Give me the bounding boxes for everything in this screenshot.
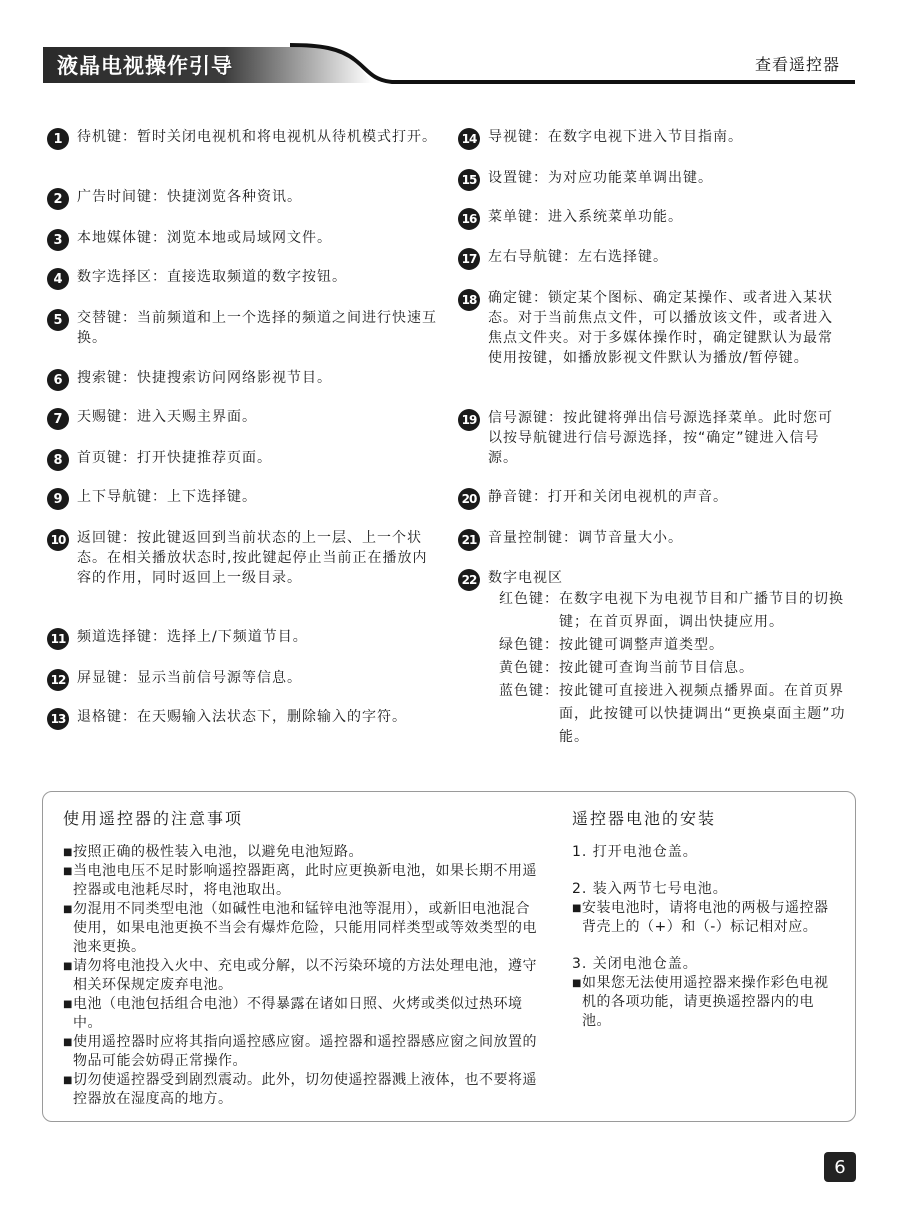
number-badge: 17 [458,248,480,270]
usage-notes [63,806,543,1109]
key-item [458,168,848,191]
battery-step-1: 1. 打开电池仓盖。 [572,844,698,860]
yellow-key-text: 按此键可查询当前节目信息。 [559,660,754,676]
key-description: 设置键：为对应功能菜单调出键。 [488,170,713,186]
battery-step-2-note: 安装电池时，请将电池的两极与遥控器背壳上的（+）和（-）标记相对应。 [582,900,829,935]
key-item [458,247,848,270]
blue-key-text: 按此键可直接进入视频点播界面。在首页界面，此按键可以快捷调出“更换桌面主题”功能。 [559,683,846,745]
number-badge: 13 [47,708,69,730]
list-item [63,862,543,900]
note-text: 切勿使遥控器受到剧烈震动。此外，切勿使遥控器溅上液体，也不要将遥控器放在湿度高的地方。 [73,1072,537,1107]
notes-panel [42,791,856,1122]
number-badge: 18 [458,289,480,311]
number-badge: 8 [47,449,69,471]
key-description: 上下导航键：上下选择键。 [77,489,257,505]
page-number: 6 [824,1152,856,1182]
key-description: 退格键：在天赐输入法状态下，删除输入的字符。 [77,709,407,725]
list-item [63,900,543,957]
red-key-label: 红色键： [499,591,559,607]
key-description: 频道选择键：选择上/下频道节目。 [77,629,308,645]
color-key-list [489,588,861,749]
green-key-label: 绿色键： [499,637,559,653]
key-item [458,207,848,230]
list-item [63,843,543,862]
bullet-icon: ■ [63,1037,73,1048]
number-badge: 1 [47,128,69,150]
key-description: 搜索键：快捷搜索访问网络影视节目。 [77,370,332,386]
bullet-icon: ■ [63,847,73,858]
key-item [458,288,846,368]
number-badge: 14 [458,128,480,150]
key-item [458,487,848,510]
key-item [47,368,437,391]
red-key-text: 在数字电视下为电视节目和广播节目的切换键；在首页界面，调出快捷应用。 [559,591,844,630]
note-text: 按照正确的极性装入电池，以避免电池短路。 [73,844,363,860]
battery-step-2: 2. 装入两节七号电池。 [572,881,728,897]
key-description: 返回键：按此键返回到当前状态的上一层、上一个状态。在相关播放状态时,按此键起停止当前正在播放内容的作用，同时返回上一级目录。 [77,530,428,586]
key-item [458,528,848,551]
bullet-icon: ■ [63,904,73,915]
key-description: 数字选择区：直接选取频道的数字按钮。 [77,269,347,285]
key-description: 天赐键：进入天赐主界面。 [77,409,257,425]
key-item [458,127,848,150]
number-badge: 6 [47,369,69,391]
key-item [47,127,437,150]
key-description: 本地媒体键：浏览本地或局域网文件。 [77,230,332,246]
number-badge: 12 [47,669,69,691]
key-description: 导视键：在数字电视下进入节目指南。 [488,129,743,145]
battery-step-3: 3. 关闭电池仓盖。 [572,956,698,972]
list-item [572,899,832,937]
number-badge: 22 [458,569,480,591]
bullet-icon: ■ [63,866,73,877]
red-key-row [489,588,861,634]
key-description: 左右导航键：左右选择键。 [488,249,668,265]
key-item [47,267,437,290]
note-text: 请勿将电池投入火中、充电或分解，以不污染环境的方法处理电池，遵守相关环保规定废弃电池。 [73,958,537,993]
key-description: 静音键：打开和关闭电视机的声音。 [488,489,728,505]
bullet-icon: ■ [63,1075,73,1086]
number-badge: 9 [47,488,69,510]
key-item [47,448,437,471]
note-text: 电池（电池包括组合电池）不得暴露在诸如日照、火烤或类似过热环境中。 [73,996,523,1031]
key-description: 数字电视区 [488,570,563,586]
number-badge: 5 [47,309,69,331]
blue-key-row [489,680,861,749]
key-description: 屏显键：显示当前信号源等信息。 [77,670,302,686]
note-text: 当电池电压不足时影响遥控器距离，此时应更换新电池，如果长期不用遥控器或电池耗尽时，将电池取出。 [73,863,537,898]
number-badge: 21 [458,529,480,551]
number-badge: 11 [47,628,69,650]
battery-title: 遥控器电池的安装 [572,809,717,828]
page-header [0,0,898,100]
list-item [63,1071,543,1109]
list-item [63,995,543,1033]
key-item [47,668,437,691]
section-title: 查看遥控器 [754,55,840,74]
key-item [47,627,437,650]
bullet-icon: ■ [572,903,582,914]
key-item [47,407,437,430]
number-badge: 15 [458,169,480,191]
number-badge: 3 [47,229,69,251]
key-item [47,308,437,348]
key-description: 菜单键：进入系统菜单功能。 [488,209,683,225]
bullet-icon: ■ [572,978,582,989]
yellow-key-row [489,657,861,680]
key-description: 广告时间键：快捷浏览各种资讯。 [77,189,302,205]
list-item [572,974,832,1031]
key-item [47,707,437,730]
number-badge: 4 [47,268,69,290]
key-item [458,408,846,468]
green-key-text: 按此键可调整声道类型。 [559,637,724,653]
key-description: 确定键：锁定某个图标、确定某操作、或者进入某状态。对于当前焦点文件，可以播放该文件，或者进入焦点文件夹。对于多媒体操作时，确定键默认为最常使用按键，如播放影视文件默认为播放/暂停键。 [488,290,833,366]
number-badge: 2 [47,188,69,210]
key-description: 交替键：当前频道和上一个选择的频道之间进行快速互换。 [77,310,437,346]
number-badge: 19 [458,409,480,431]
yellow-key-label: 黄色键： [499,660,559,676]
header-title: 液晶电视操作引导 [57,54,233,78]
number-badge: 16 [458,208,480,230]
battery-step-3-note: 如果您无法使用遥控器来操作彩色电视机的各项功能，请更换遥控器内的电池。 [582,975,829,1029]
key-item [47,528,437,588]
usage-notes-title: 使用遥控器的注意事项 [63,809,244,828]
key-description: 音量控制键：调节音量大小。 [488,530,683,546]
key-item [47,187,437,210]
number-badge: 10 [47,529,69,551]
bullet-icon: ■ [63,999,73,1010]
list-item [63,957,543,995]
battery-install [572,806,832,1031]
key-description: 首页键：打开快捷推荐页面。 [77,450,272,466]
blue-key-label: 蓝色键： [499,683,559,699]
key-item [47,487,437,510]
key-description: 待机键：暂时关闭电视机和将电视机从待机模式打开。 [77,129,437,145]
note-text: 勿混用不同类型电池（如碱性电池和锰锌电池等混用），或新旧电池混合使用，如果电池更换不当会有爆炸危险，只能用同样类型或等效类型的电池来更换。 [73,901,537,955]
green-key-row [489,634,861,657]
key-description: 信号源键：按此键将弹出信号源选择菜单。此时您可以按导航键进行信号源选择，按“确定”键进入信号源。 [488,410,833,466]
note-text: 使用遥控器时应将其指向遥控感应窗。遥控器和遥控器感应窗之间放置的物品可能会妨碍正常操作。 [73,1034,537,1069]
number-badge: 20 [458,488,480,510]
key-item [47,228,437,251]
list-item [63,1033,543,1071]
bullet-icon: ■ [63,961,73,972]
number-badge: 7 [47,408,69,430]
